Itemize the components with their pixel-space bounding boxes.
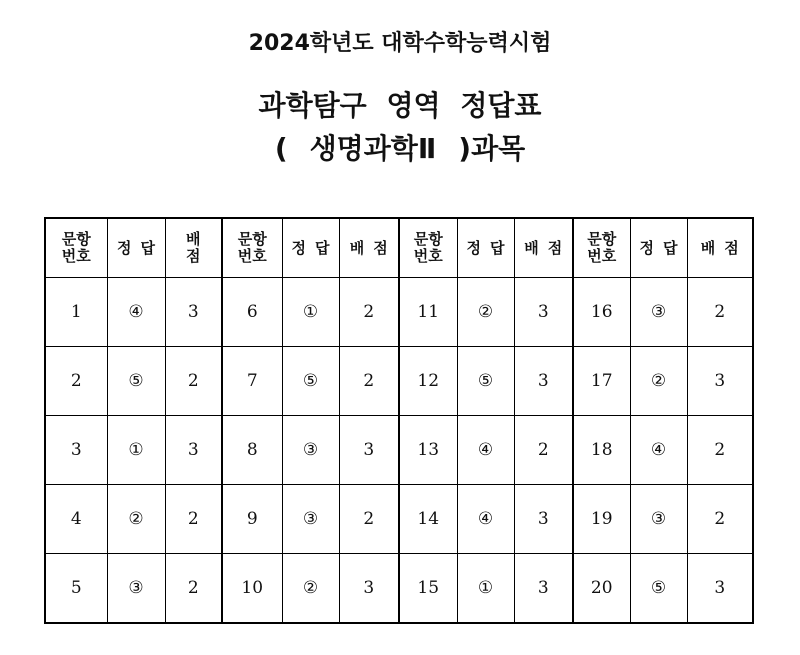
question-number: 4 xyxy=(45,485,107,554)
subject-close: )과목 xyxy=(458,132,526,165)
answer-cell: ① xyxy=(107,416,165,485)
header-points: 배점 xyxy=(165,218,222,278)
points-cell: 3 xyxy=(339,416,399,485)
points-cell: 2 xyxy=(165,347,222,416)
answer-cell: ③ xyxy=(630,278,687,347)
answer-cell: ③ xyxy=(107,554,165,624)
question-number: 5 xyxy=(45,554,107,624)
table-row xyxy=(45,485,753,554)
table-row xyxy=(45,416,753,485)
question-number: 9 xyxy=(222,485,282,554)
question-number: 20 xyxy=(573,554,630,624)
points-cell: 3 xyxy=(514,554,573,624)
question-number: 2 xyxy=(45,347,107,416)
subject-name: 생명과학Ⅱ xyxy=(309,132,437,165)
answer-cell: ③ xyxy=(630,485,687,554)
question-number: 15 xyxy=(399,554,457,624)
answer-cell: ② xyxy=(457,278,514,347)
header-answer: 정답 xyxy=(457,218,514,278)
points-cell: 2 xyxy=(165,554,222,624)
points-cell: 3 xyxy=(165,278,222,347)
answer-cell: ④ xyxy=(630,416,687,485)
table-row xyxy=(45,278,753,347)
subject-open-paren: ( xyxy=(274,132,288,165)
points-cell: 3 xyxy=(514,485,573,554)
question-number: 12 xyxy=(399,347,457,416)
points-cell: 2 xyxy=(339,347,399,416)
header-row xyxy=(45,218,753,278)
question-number: 10 xyxy=(222,554,282,624)
header-answer: 정답 xyxy=(282,218,339,278)
points-cell: 3 xyxy=(165,416,222,485)
answer-cell: ③ xyxy=(282,485,339,554)
header-points: 배점 xyxy=(687,218,753,278)
answer-cell: ⑤ xyxy=(630,554,687,624)
header-question-number: 문항 번호 xyxy=(573,218,630,278)
answer-table xyxy=(44,217,754,624)
header-question-number: 문항 번호 xyxy=(45,218,107,278)
points-cell: 3 xyxy=(514,278,573,347)
answer-cell: ⑤ xyxy=(457,347,514,416)
points-cell: 2 xyxy=(165,485,222,554)
exam-title: 2024학년도 대학수학능력시험 xyxy=(248,31,552,56)
header-question-number: 문항 번호 xyxy=(399,218,457,278)
points-cell: 2 xyxy=(514,416,573,485)
question-number: 3 xyxy=(45,416,107,485)
header-points: 배점 xyxy=(339,218,399,278)
answer-cell: ② xyxy=(107,485,165,554)
question-number: 13 xyxy=(399,416,457,485)
question-number: 6 xyxy=(222,278,282,347)
subject-title xyxy=(0,127,800,167)
answer-cell: ⑤ xyxy=(282,347,339,416)
question-number: 18 xyxy=(573,416,630,485)
header-answer: 정답 xyxy=(630,218,687,278)
answer-cell: ⑤ xyxy=(107,347,165,416)
area-title: 과학탐구 영역 정답표 xyxy=(258,89,542,122)
header-answer: 정답 xyxy=(107,218,165,278)
answer-cell: ② xyxy=(282,554,339,624)
points-cell: 2 xyxy=(687,485,753,554)
question-number: 1 xyxy=(45,278,107,347)
answer-cell: ① xyxy=(282,278,339,347)
points-cell: 2 xyxy=(687,416,753,485)
table-row xyxy=(45,554,753,624)
answer-cell: ④ xyxy=(107,278,165,347)
answer-cell: ② xyxy=(630,347,687,416)
question-number: 17 xyxy=(573,347,630,416)
answer-cell: ① xyxy=(457,554,514,624)
answer-cell: ③ xyxy=(282,416,339,485)
points-cell: 2 xyxy=(339,485,399,554)
answer-cell: ④ xyxy=(457,485,514,554)
question-number: 7 xyxy=(222,347,282,416)
points-cell: 3 xyxy=(687,347,753,416)
header-points: 배점 xyxy=(514,218,573,278)
table-row xyxy=(45,347,753,416)
points-cell: 3 xyxy=(339,554,399,624)
question-number: 14 xyxy=(399,485,457,554)
header-question-number: 문항 번호 xyxy=(222,218,282,278)
question-number: 8 xyxy=(222,416,282,485)
question-number: 11 xyxy=(399,278,457,347)
points-cell: 3 xyxy=(687,554,753,624)
points-cell: 2 xyxy=(339,278,399,347)
question-number: 16 xyxy=(573,278,630,347)
answer-cell: ④ xyxy=(457,416,514,485)
question-number: 19 xyxy=(573,485,630,554)
points-cell: 2 xyxy=(687,278,753,347)
points-cell: 3 xyxy=(514,347,573,416)
